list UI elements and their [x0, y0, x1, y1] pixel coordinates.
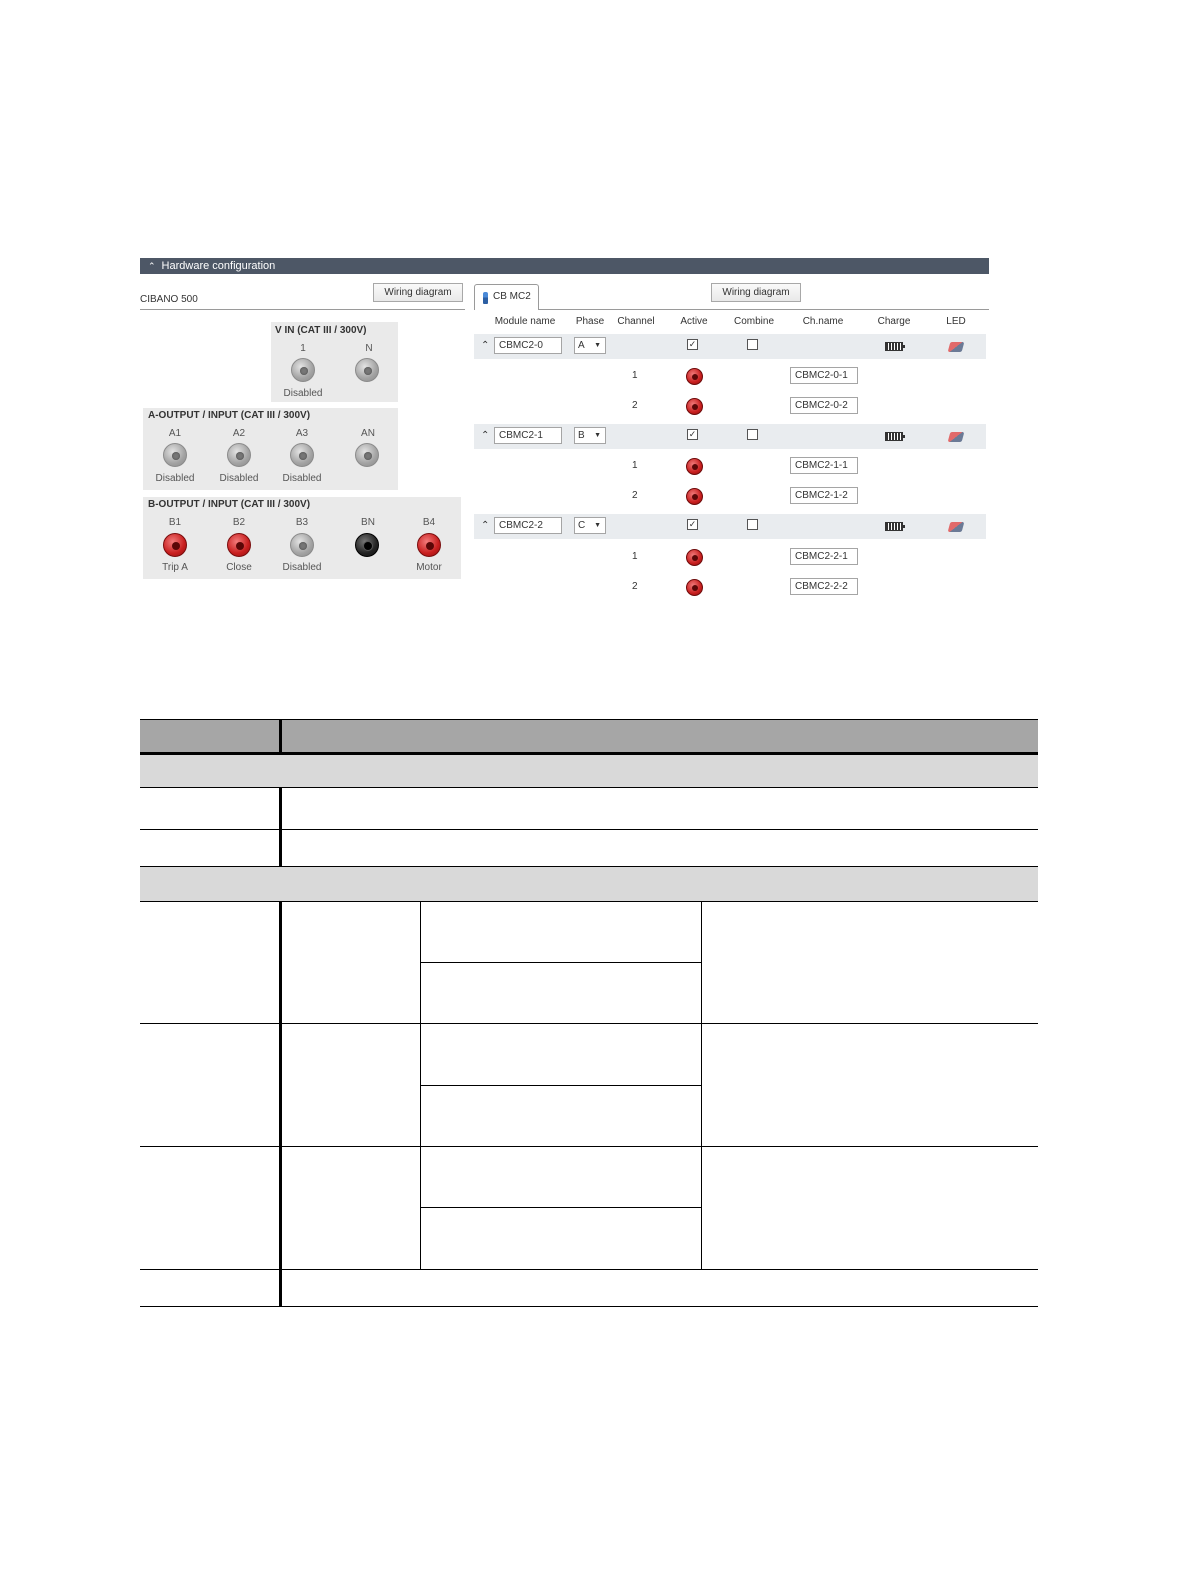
table-rule — [279, 901, 282, 1307]
vin-group — [271, 322, 398, 402]
module-row — [474, 334, 986, 359]
col-charge: Charge — [877, 316, 911, 327]
device-name: CIBANO 500 — [140, 294, 198, 305]
wiring-diagram-button-right[interactable]: Wiring diagram — [711, 283, 801, 302]
active-checkbox[interactable]: ✓ — [688, 429, 697, 439]
b-output-group — [143, 497, 461, 579]
socket-b4[interactable] — [417, 533, 441, 557]
divider — [140, 309, 465, 310]
table-rule — [140, 901, 1038, 902]
socket-vin-n[interactable] — [355, 358, 379, 382]
table-rule — [140, 787, 1038, 788]
channel-active-led[interactable] — [686, 488, 703, 505]
channel-active-led[interactable] — [686, 368, 703, 385]
channel-number: 2 — [632, 581, 638, 592]
col-led: LED — [946, 316, 966, 327]
b-group-title: B-OUTPUT / INPUT (CAT III / 300V) — [148, 499, 311, 510]
socket-a3[interactable] — [290, 443, 314, 467]
module-row — [474, 424, 986, 449]
table-section-row — [140, 755, 1038, 787]
tab-cb-mc2[interactable] — [474, 284, 539, 310]
socket-vin-1[interactable] — [291, 358, 315, 382]
table-section-row — [140, 867, 1038, 901]
active-checkbox[interactable]: ✓ — [688, 339, 697, 349]
table-rule — [140, 752, 1038, 755]
hardware-config-header[interactable] — [140, 258, 989, 274]
phase-value: B — [578, 430, 585, 441]
socket-status: Disabled — [282, 473, 322, 484]
ch-name-input[interactable]: CBMC2-0-2 — [790, 397, 858, 414]
table-rule — [140, 1306, 1038, 1307]
socket-label: A1 — [168, 428, 182, 439]
hardware-config-title: Hardware configuration — [161, 260, 276, 272]
socket-label: A3 — [295, 428, 309, 439]
socket-b2[interactable] — [227, 533, 251, 557]
ch-name-input[interactable]: CBMC2-0-1 — [790, 367, 858, 384]
socket-status: Disabled — [283, 388, 323, 399]
channel-active-led[interactable] — [686, 579, 703, 596]
dropdown-arrow-icon: ▼ — [594, 342, 601, 349]
ch-name-input[interactable]: CBMC2-2-1 — [790, 548, 858, 565]
table-header-row — [140, 719, 1038, 752]
module-name-input[interactable]: CBMC2-0 — [494, 337, 562, 354]
phase-value: A — [578, 340, 585, 351]
socket-a1[interactable] — [163, 443, 187, 467]
led-icon — [948, 342, 965, 352]
phase-select[interactable] — [574, 427, 606, 444]
col-active: Active — [680, 316, 708, 327]
table-rule — [421, 1207, 701, 1208]
combine-checkbox[interactable] — [747, 339, 758, 350]
table-rule — [140, 866, 1038, 867]
table-rule — [421, 1085, 701, 1086]
socket-label: AN — [361, 428, 375, 439]
socket-label: A2 — [232, 428, 246, 439]
battery-icon — [885, 432, 903, 441]
socket-label: B1 — [168, 517, 182, 528]
phase-value: C — [578, 520, 586, 531]
table-rule — [140, 829, 1038, 830]
socket-status: Motor — [416, 562, 442, 573]
table-rule — [140, 1269, 1038, 1270]
ch-name-input[interactable]: CBMC2-1-2 — [790, 487, 858, 504]
chevron-up-icon[interactable]: ⌃ — [148, 261, 156, 271]
socket-b3[interactable] — [290, 533, 314, 557]
combine-checkbox[interactable] — [747, 519, 758, 530]
table-rule — [420, 901, 421, 1269]
chevron-up-icon[interactable]: ⌃ — [481, 520, 490, 531]
socket-label: B2 — [232, 517, 246, 528]
battery-icon — [885, 342, 903, 351]
active-checkbox[interactable]: ✓ — [688, 519, 697, 529]
a-output-group — [143, 408, 398, 490]
channel-active-led[interactable] — [686, 549, 703, 566]
table-rule — [140, 719, 1038, 720]
channel-number: 2 — [632, 400, 638, 411]
table-rule — [279, 787, 282, 867]
channel-number: 1 — [632, 370, 638, 381]
channel-number: 1 — [632, 551, 638, 562]
socket-status: Trip A — [162, 562, 188, 573]
table-rule — [140, 1146, 1038, 1147]
channel-active-led[interactable] — [686, 458, 703, 475]
led-icon — [948, 522, 965, 532]
socket-a2[interactable] — [227, 443, 251, 467]
a-group-title: A-OUTPUT / INPUT (CAT III / 300V) — [148, 410, 311, 421]
pin-icon — [483, 292, 488, 304]
col-phase: Phase — [575, 316, 605, 327]
socket-label: N — [365, 343, 373, 354]
socket-label: B3 — [295, 517, 309, 528]
socket-an[interactable] — [355, 443, 379, 467]
ch-name-input[interactable]: CBMC2-1-1 — [790, 457, 858, 474]
phase-select[interactable] — [574, 517, 606, 534]
combine-checkbox[interactable] — [747, 429, 758, 440]
channel-number: 2 — [632, 490, 638, 501]
socket-status: Disabled — [155, 473, 195, 484]
socket-label: BN — [361, 517, 375, 528]
dropdown-arrow-icon: ▼ — [594, 522, 601, 529]
module-row — [474, 514, 986, 539]
battery-icon — [885, 522, 903, 531]
vin-group-title: V IN (CAT III / 300V) — [275, 325, 367, 336]
table-rule — [421, 962, 701, 963]
socket-label: B4 — [422, 517, 436, 528]
chevron-up-icon[interactable]: ⌃ — [481, 340, 490, 351]
led-icon — [948, 432, 965, 442]
socket-b1[interactable] — [163, 533, 187, 557]
socket-status: Disabled — [282, 562, 322, 573]
module-name-input[interactable]: CBMC2-1 — [494, 427, 562, 444]
col-ch-name: Ch.name — [802, 316, 844, 327]
channel-active-led[interactable] — [686, 398, 703, 415]
channel-number: 1 — [632, 460, 638, 471]
table-rule — [140, 1023, 1038, 1024]
wiring-diagram-button-left[interactable]: Wiring diagram — [373, 283, 463, 302]
ch-name-input[interactable]: CBMC2-2-2 — [790, 578, 858, 595]
socket-status: Close — [226, 562, 252, 573]
socket-label: 1 — [300, 343, 306, 354]
table-rule — [279, 719, 282, 752]
socket-status: Disabled — [219, 473, 259, 484]
table-rule — [701, 901, 702, 1269]
tab-label: CB MC2 — [493, 291, 531, 302]
module-name-input[interactable]: CBMC2-2 — [494, 517, 562, 534]
col-channel: Channel — [617, 316, 655, 327]
divider — [539, 309, 989, 310]
col-combine: Combine — [733, 316, 775, 327]
phase-select[interactable] — [574, 337, 606, 354]
chevron-up-icon[interactable]: ⌃ — [481, 430, 490, 441]
col-module-name: Module name — [494, 316, 556, 327]
socket-bn[interactable] — [355, 533, 379, 557]
dropdown-arrow-icon: ▼ — [594, 432, 601, 439]
